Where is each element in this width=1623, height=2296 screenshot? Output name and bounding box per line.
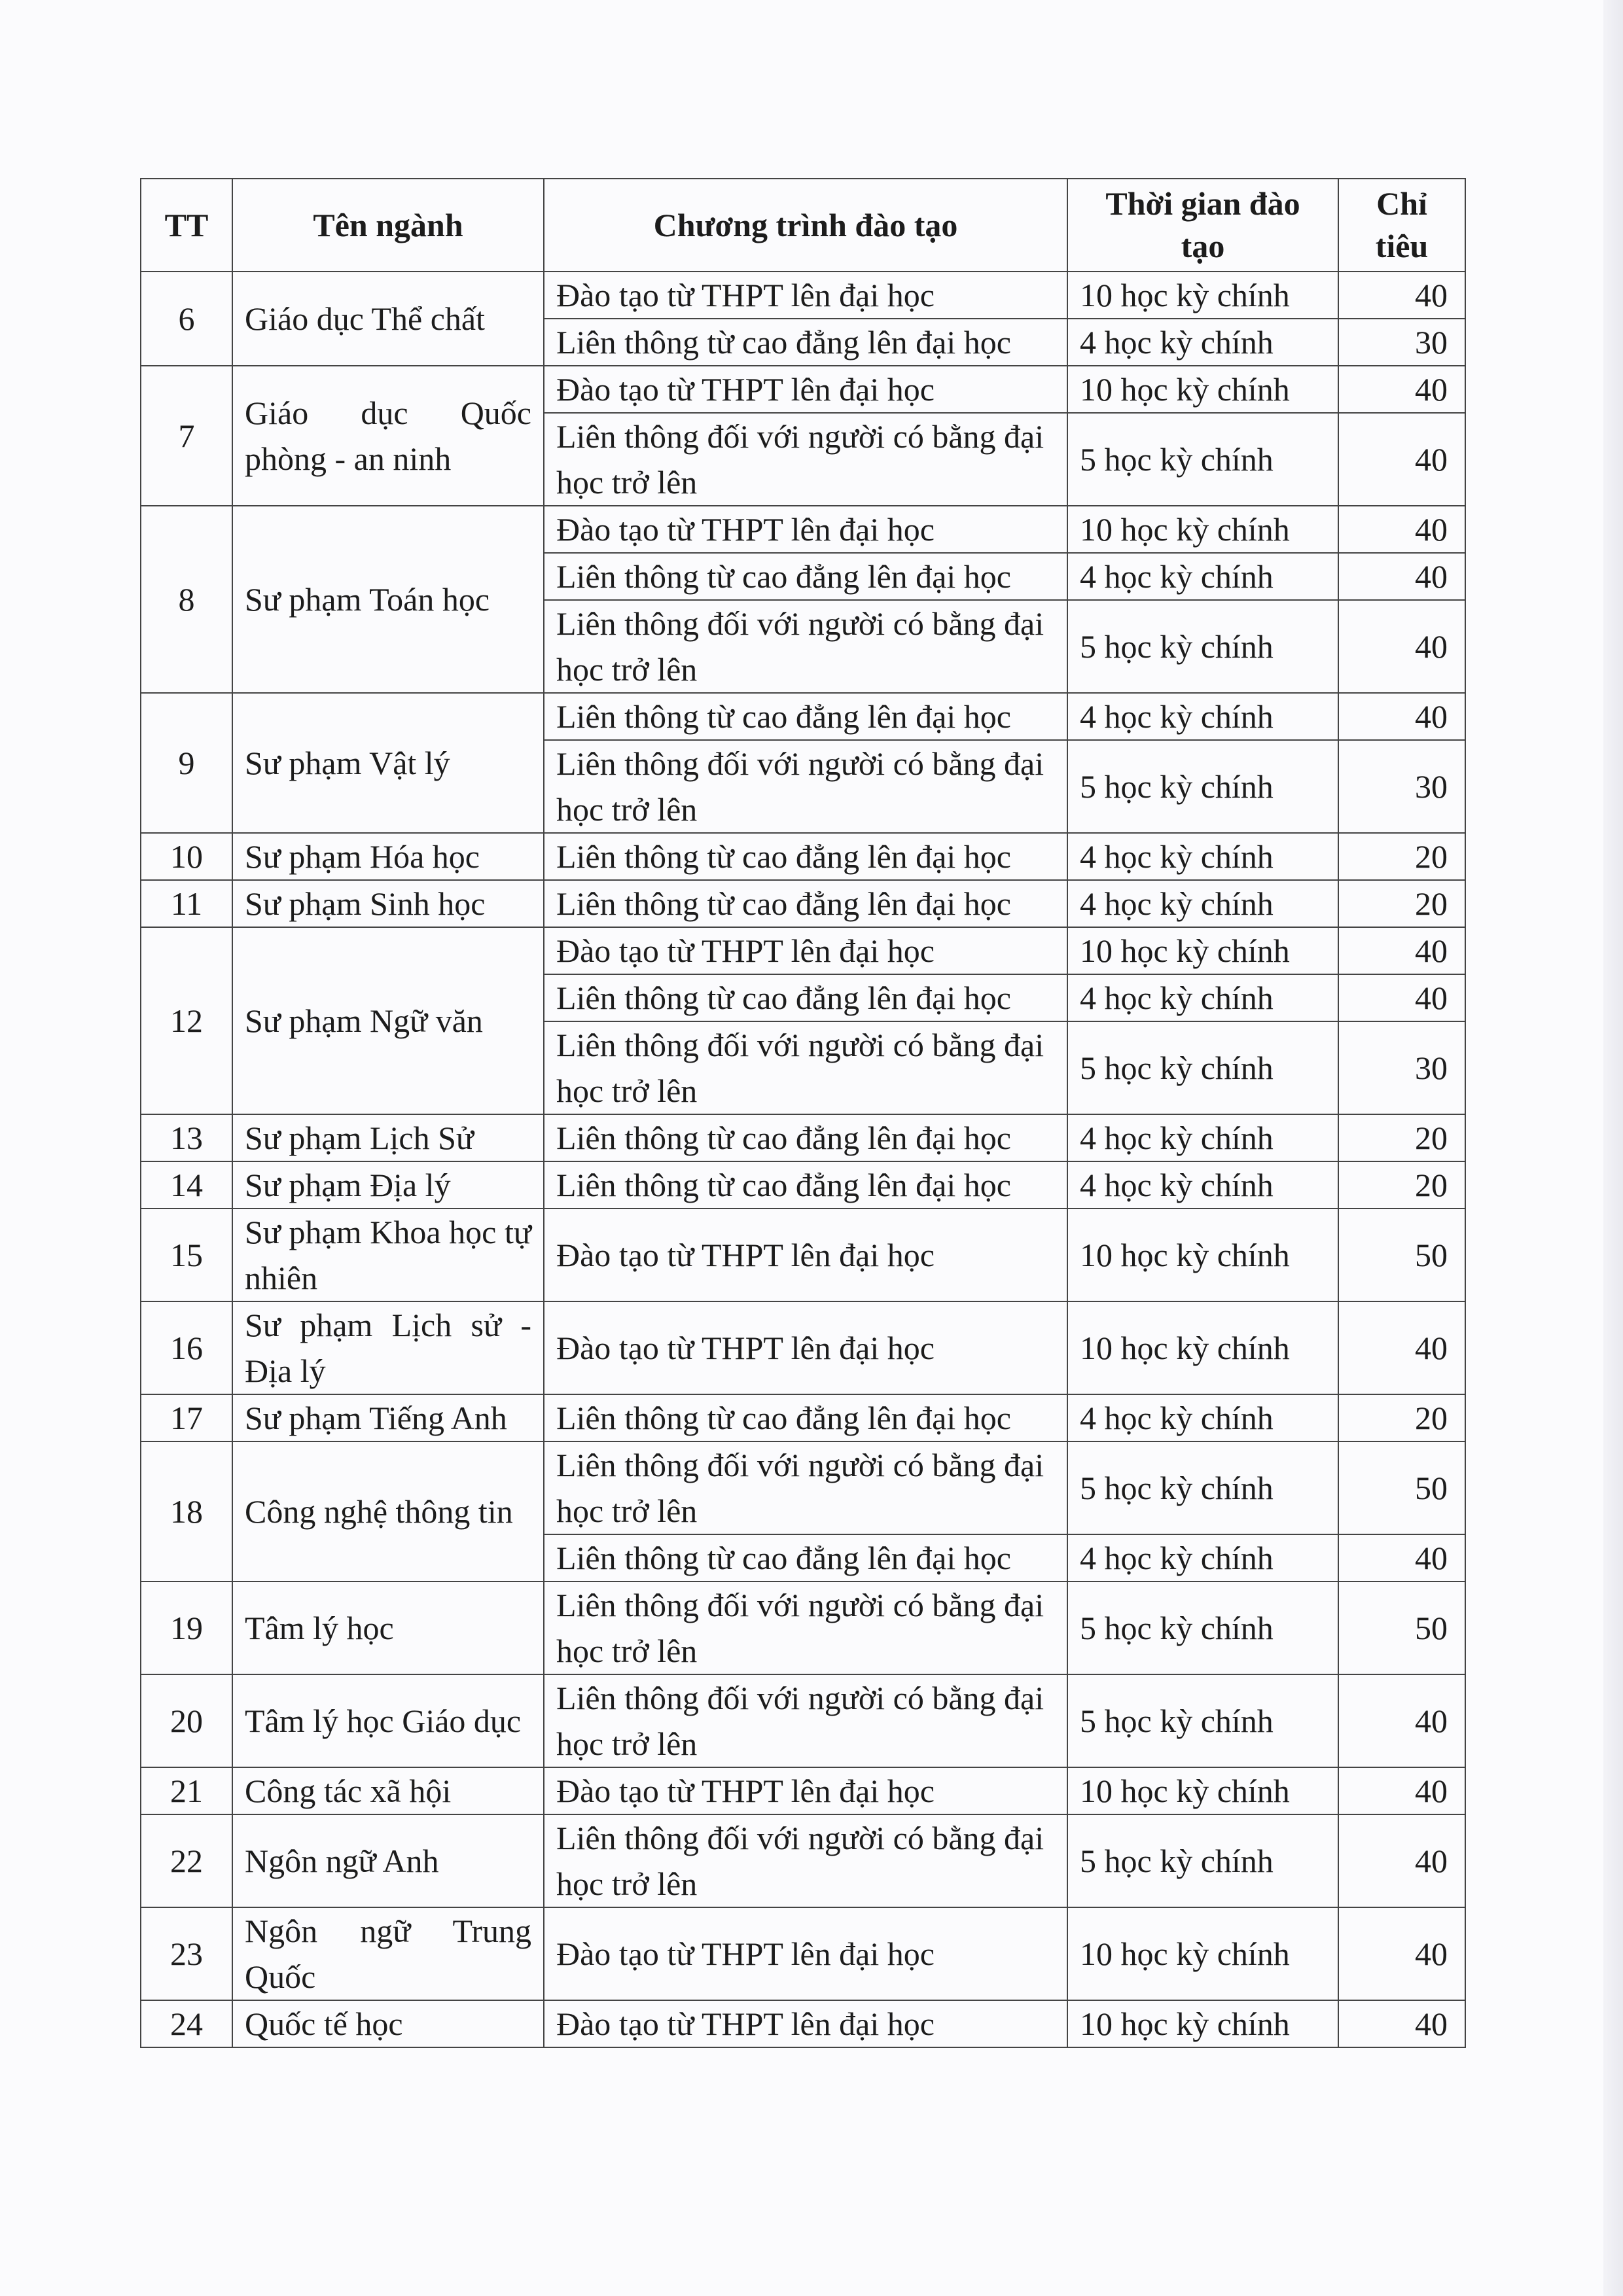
- major-name: Công tác xã hội: [232, 1767, 544, 1814]
- major-name: Sư phạm Lịch sử - Địa lý: [232, 1301, 544, 1394]
- header-quota: Chỉ tiêu: [1338, 179, 1465, 272]
- quota: 50: [1338, 1209, 1465, 1301]
- row-number: 7: [141, 366, 232, 506]
- major-name: Ngôn ngữ Anh: [232, 1814, 544, 1907]
- quota: 20: [1338, 880, 1465, 927]
- duration: 5 học kỳ chính: [1067, 1021, 1338, 1114]
- table-row: [141, 1441, 1465, 1534]
- table-row: [141, 1814, 1465, 1907]
- program-name: Liên thông đối với người có bằng đại học trở lên: [544, 1814, 1067, 1907]
- duration: 4 học kỳ chính: [1067, 833, 1338, 880]
- table-row: [141, 1394, 1465, 1441]
- row-number: 22: [141, 1814, 232, 1907]
- row-number: 17: [141, 1394, 232, 1441]
- program-name: Liên thông đối với người có bằng đại học trở lên: [544, 1441, 1067, 1534]
- quota: 40: [1338, 1301, 1465, 1394]
- major-name: Sư phạm Sinh học: [232, 880, 544, 927]
- row-number: 6: [141, 272, 232, 366]
- table-row: [141, 272, 1465, 319]
- program-name: Liên thông đối với người có bằng đại học trở lên: [544, 1021, 1067, 1114]
- quota: 40: [1338, 927, 1465, 974]
- program-name: Liên thông đối với người có bằng đại học trở lên: [544, 600, 1067, 693]
- row-number: 13: [141, 1114, 232, 1161]
- program-name: Đào tạo từ THPT lên đại học: [544, 927, 1067, 974]
- table-row: [141, 833, 1465, 880]
- quota: 40: [1338, 366, 1465, 413]
- major-name: Sư phạm Vật lý: [232, 693, 544, 833]
- program-name: Đào tạo từ THPT lên đại học: [544, 1767, 1067, 1814]
- quota: 20: [1338, 833, 1465, 880]
- program-name: Liên thông từ cao đẳng lên đại học: [544, 319, 1067, 366]
- quota: 30: [1338, 1021, 1465, 1114]
- program-name: Liên thông từ cao đẳng lên đại học: [544, 693, 1067, 740]
- major-name: Sư phạm Ngữ văn: [232, 927, 544, 1114]
- row-number: 24: [141, 2000, 232, 2047]
- duration: 4 học kỳ chính: [1067, 1161, 1338, 1209]
- program-name: Đào tạo từ THPT lên đại học: [544, 1209, 1067, 1301]
- duration: 5 học kỳ chính: [1067, 600, 1338, 693]
- row-number: 16: [141, 1301, 232, 1394]
- duration: 4 học kỳ chính: [1067, 880, 1338, 927]
- program-name: Liên thông từ cao đẳng lên đại học: [544, 1114, 1067, 1161]
- program-name: Liên thông từ cao đẳng lên đại học: [544, 1161, 1067, 1209]
- program-name: Đào tạo từ THPT lên đại học: [544, 2000, 1067, 2047]
- program-name: Liên thông từ cao đẳng lên đại học: [544, 880, 1067, 927]
- quota: 40: [1338, 1674, 1465, 1767]
- row-number: 18: [141, 1441, 232, 1581]
- program-name: Liên thông đối với người có bằng đại học trở lên: [544, 1581, 1067, 1674]
- row-number: 10: [141, 833, 232, 880]
- table-row: [141, 1114, 1465, 1161]
- quota: 40: [1338, 1767, 1465, 1814]
- quota: 40: [1338, 2000, 1465, 2047]
- major-name: Công nghệ thông tin: [232, 1441, 544, 1581]
- major-name: Sư phạm Toán học: [232, 506, 544, 693]
- program-name: Liên thông từ cao đẳng lên đại học: [544, 974, 1067, 1021]
- quota: 20: [1338, 1394, 1465, 1441]
- row-number: 11: [141, 880, 232, 927]
- major-name: Sư phạm Tiếng Anh: [232, 1394, 544, 1441]
- quota: 40: [1338, 600, 1465, 693]
- duration: 4 học kỳ chính: [1067, 1114, 1338, 1161]
- quota: 40: [1338, 553, 1465, 600]
- duration: 5 học kỳ chính: [1067, 1674, 1338, 1767]
- quota: 40: [1338, 1814, 1465, 1907]
- duration: 10 học kỳ chính: [1067, 1209, 1338, 1301]
- program-name: Đào tạo từ THPT lên đại học: [544, 366, 1067, 413]
- major-name: Quốc tế học: [232, 2000, 544, 2047]
- program-name: Liên thông đối với người có bằng đại học trở lên: [544, 740, 1067, 833]
- duration: 4 học kỳ chính: [1067, 553, 1338, 600]
- quota: 40: [1338, 272, 1465, 319]
- duration: 10 học kỳ chính: [1067, 927, 1338, 974]
- program-name: Đào tạo từ THPT lên đại học: [544, 1907, 1067, 2000]
- major-name: Sư phạm Địa lý: [232, 1161, 544, 1209]
- quota: 40: [1338, 413, 1465, 506]
- duration: 4 học kỳ chính: [1067, 693, 1338, 740]
- major-name: Giáo dục Thể chất: [232, 272, 544, 366]
- row-number: 12: [141, 927, 232, 1114]
- table-row: [141, 927, 1465, 974]
- duration: 5 học kỳ chính: [1067, 1441, 1338, 1534]
- duration: 4 học kỳ chính: [1067, 1394, 1338, 1441]
- major-name: Tâm lý học: [232, 1581, 544, 1674]
- table-row: [141, 1161, 1465, 1209]
- duration: 10 học kỳ chính: [1067, 2000, 1338, 2047]
- major-name: Ngôn ngữ Trung Quốc: [232, 1907, 544, 2000]
- duration: 10 học kỳ chính: [1067, 366, 1338, 413]
- program-name: Đào tạo từ THPT lên đại học: [544, 506, 1067, 553]
- row-number: 8: [141, 506, 232, 693]
- table-row: [141, 2000, 1465, 2047]
- duration: 10 học kỳ chính: [1067, 1907, 1338, 2000]
- duration: 5 học kỳ chính: [1067, 740, 1338, 833]
- header-duration: Thời gian đào tạo: [1067, 179, 1338, 272]
- table-row: [141, 506, 1465, 553]
- table-row: [141, 1907, 1465, 2000]
- table-row: [141, 693, 1465, 740]
- row-number: 21: [141, 1767, 232, 1814]
- duration: 10 học kỳ chính: [1067, 506, 1338, 553]
- quota: 40: [1338, 974, 1465, 1021]
- program-name: Liên thông từ cao đẳng lên đại học: [544, 553, 1067, 600]
- duration: 10 học kỳ chính: [1067, 272, 1338, 319]
- quota: 40: [1338, 506, 1465, 553]
- program-name: Liên thông đối với người có bằng đại học trở lên: [544, 413, 1067, 506]
- program-name: Liên thông từ cao đẳng lên đại học: [544, 833, 1067, 880]
- header-program: Chương trình đào tạo: [544, 179, 1067, 272]
- row-number: 23: [141, 1907, 232, 2000]
- quota: 30: [1338, 319, 1465, 366]
- table-row: [141, 1674, 1465, 1767]
- row-number: 20: [141, 1674, 232, 1767]
- header-tt: TT: [141, 179, 232, 272]
- table-row: [141, 880, 1465, 927]
- table-row: [141, 1767, 1465, 1814]
- duration: 4 học kỳ chính: [1067, 1534, 1338, 1581]
- table-row: [141, 366, 1465, 413]
- program-name: Đào tạo từ THPT lên đại học: [544, 1301, 1067, 1394]
- header-row: [141, 179, 1465, 272]
- row-number: 19: [141, 1581, 232, 1674]
- quota: 40: [1338, 1907, 1465, 2000]
- row-number: 15: [141, 1209, 232, 1301]
- admission-quota-table: [140, 178, 1466, 2048]
- table-row: [141, 1209, 1465, 1301]
- duration: 5 học kỳ chính: [1067, 1581, 1338, 1674]
- quota: 50: [1338, 1581, 1465, 1674]
- quota: 20: [1338, 1161, 1465, 1209]
- duration: 5 học kỳ chính: [1067, 1814, 1338, 1907]
- quota: 40: [1338, 693, 1465, 740]
- header-major: Tên ngành: [232, 179, 544, 272]
- quota: 30: [1338, 740, 1465, 833]
- page-edge: [1603, 0, 1623, 2296]
- duration: 10 học kỳ chính: [1067, 1767, 1338, 1814]
- duration: 10 học kỳ chính: [1067, 1301, 1338, 1394]
- row-number: 9: [141, 693, 232, 833]
- major-name: Sư phạm Hóa học: [232, 833, 544, 880]
- duration: 4 học kỳ chính: [1067, 319, 1338, 366]
- table-body: [141, 272, 1465, 2047]
- duration: 5 học kỳ chính: [1067, 413, 1338, 506]
- major-name: Giáo dục Quốc phòng - an ninh: [232, 366, 544, 506]
- major-name: Tâm lý học Giáo dục: [232, 1674, 544, 1767]
- program-name: Liên thông từ cao đẳng lên đại học: [544, 1534, 1067, 1581]
- program-name: Đào tạo từ THPT lên đại học: [544, 272, 1067, 319]
- duration: 4 học kỳ chính: [1067, 974, 1338, 1021]
- quota: 20: [1338, 1114, 1465, 1161]
- major-name: Sư phạm Khoa học tự nhiên: [232, 1209, 544, 1301]
- table-header: [141, 179, 1465, 272]
- program-name: Liên thông từ cao đẳng lên đại học: [544, 1394, 1067, 1441]
- table-row: [141, 1301, 1465, 1394]
- table-row: [141, 1581, 1465, 1674]
- major-name: Sư phạm Lịch Sử: [232, 1114, 544, 1161]
- quota: 40: [1338, 1534, 1465, 1581]
- program-name: Liên thông đối với người có bằng đại học trở lên: [544, 1674, 1067, 1767]
- row-number: 14: [141, 1161, 232, 1209]
- quota: 50: [1338, 1441, 1465, 1534]
